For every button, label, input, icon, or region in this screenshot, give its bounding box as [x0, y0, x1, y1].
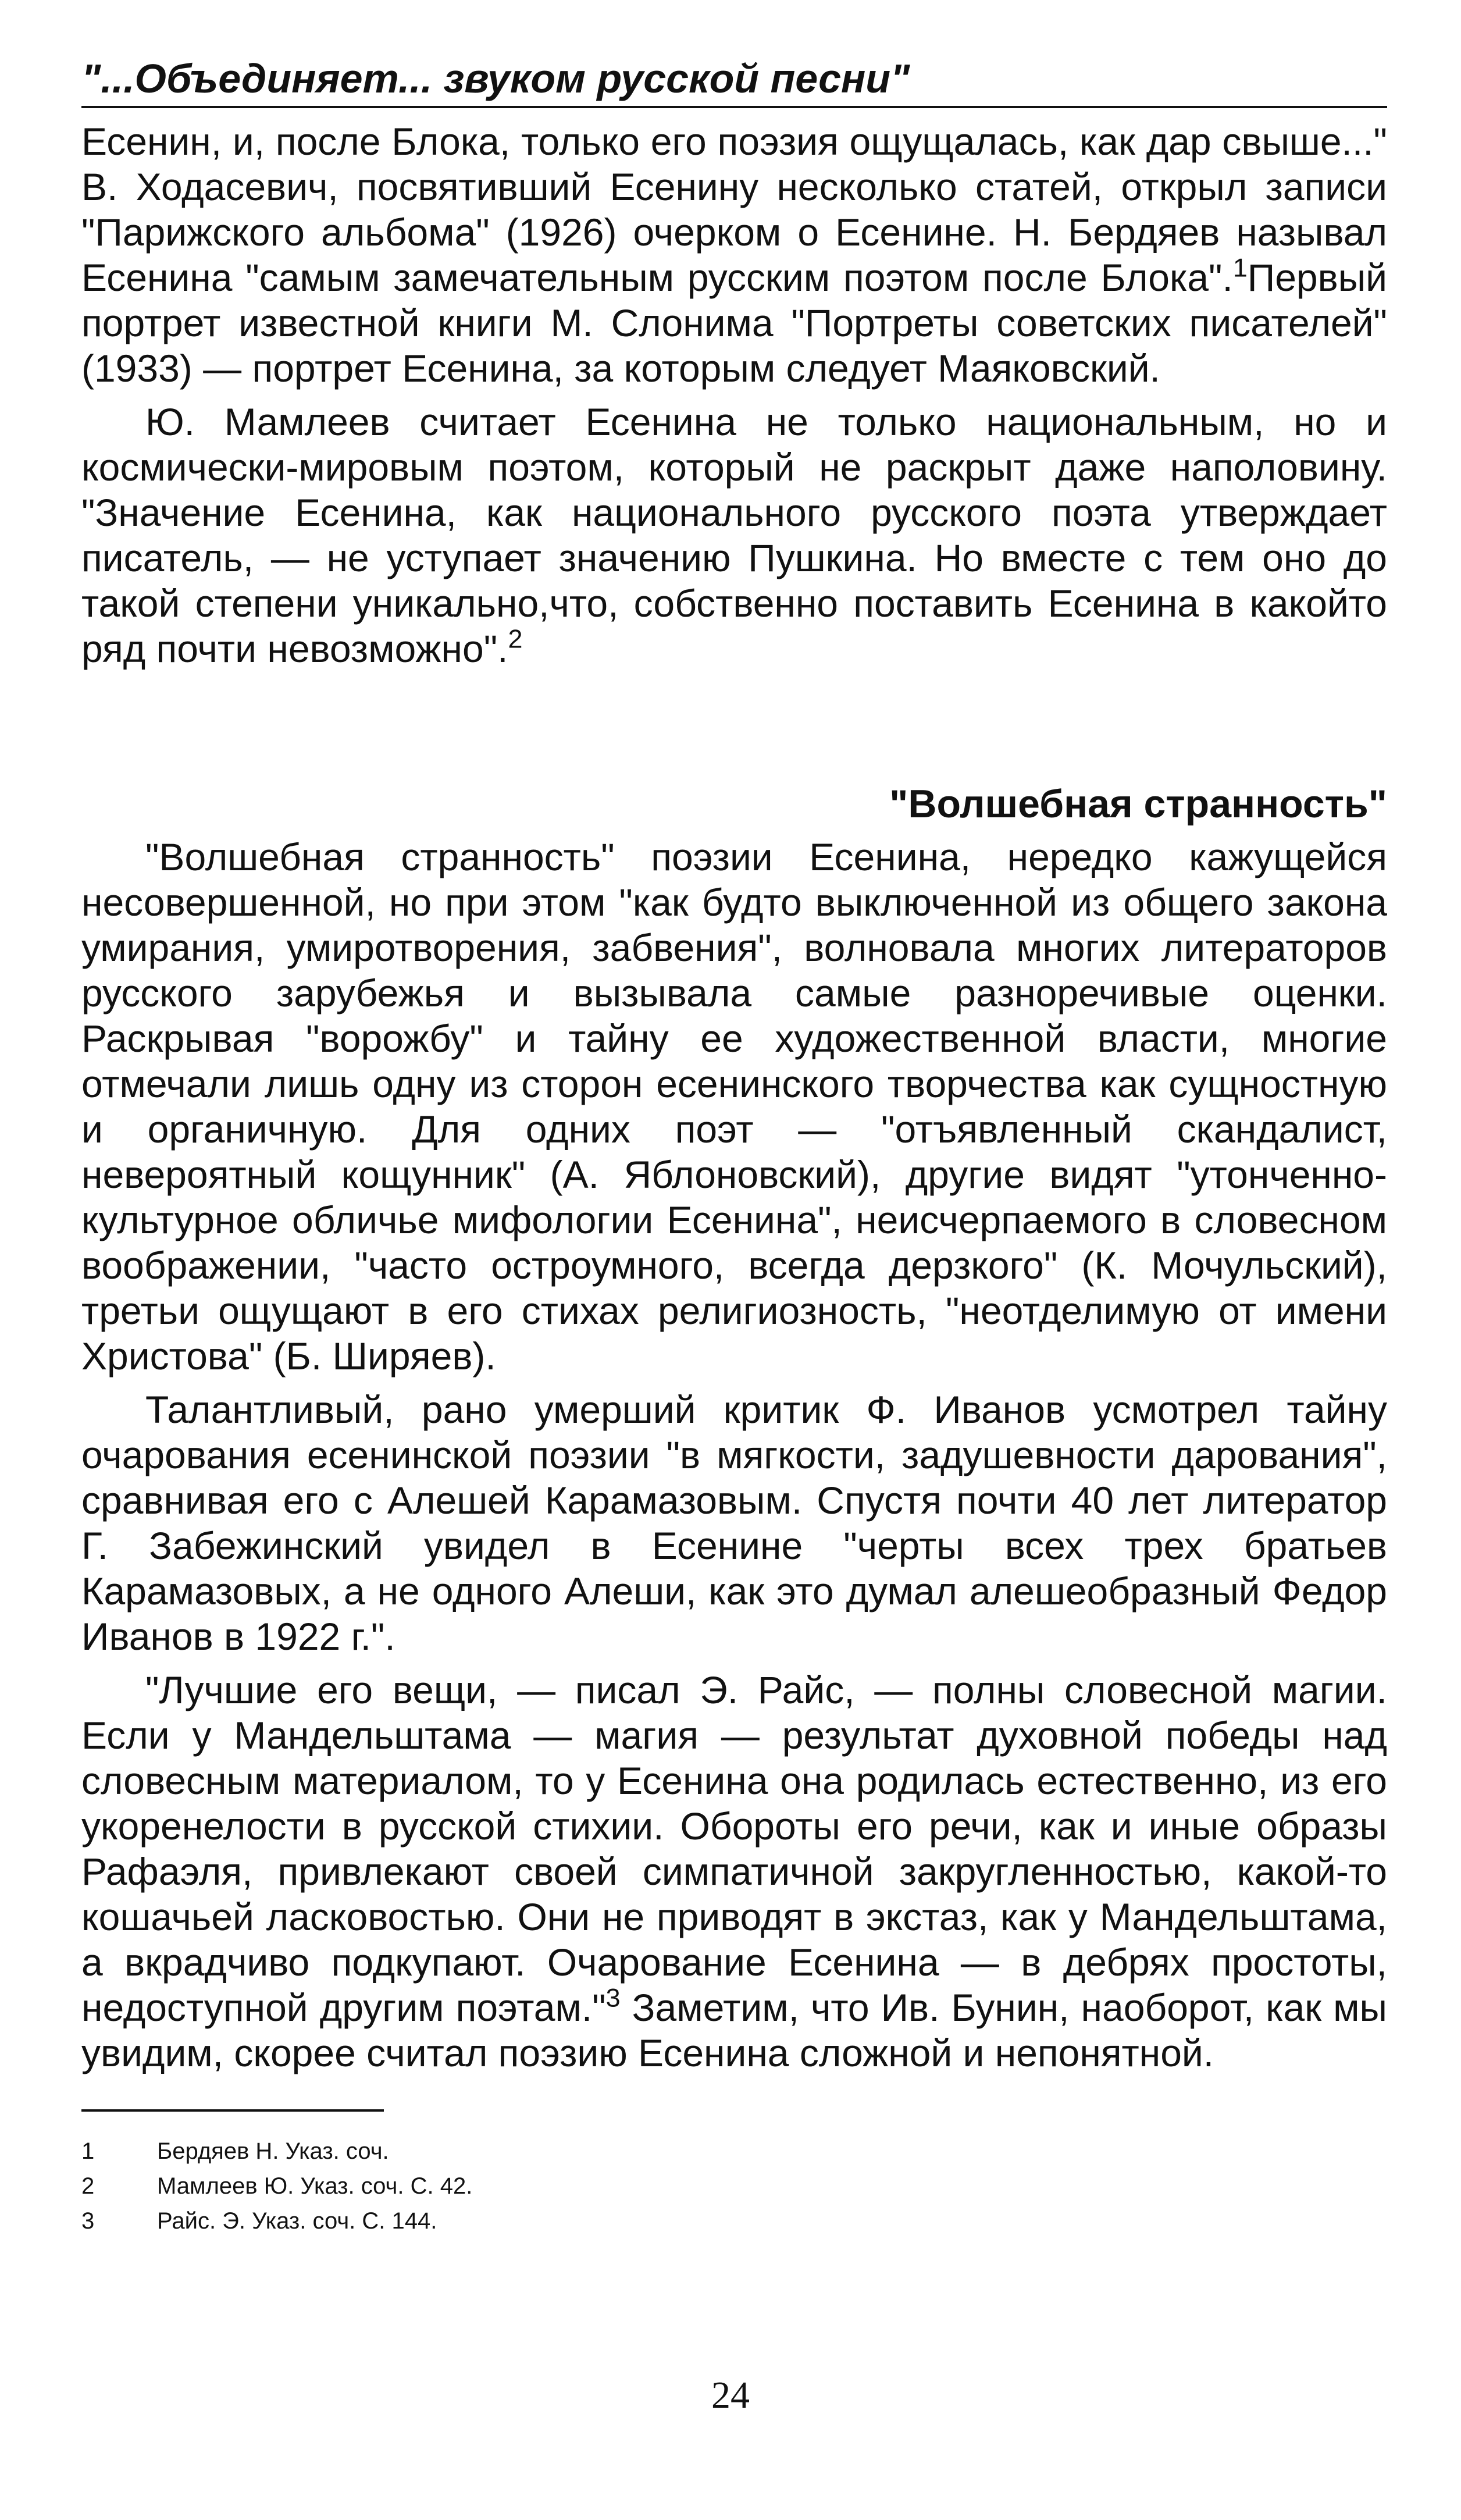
footnote-ref-2: 2 — [508, 623, 523, 653]
footnotes — [81, 2134, 1387, 2238]
paragraph-text: "Лучшие его вещи, — писал Э. Райс, — полны словесной магии. Если у Мандельштама — магия — результат духовной победы над словесным материалом, то у Есенина она родилась естественно, из его укоренелости в русской стихии. Обороты его речи, как и иные образы Рафаэля, привлекают своей симпатичной закругленностью, какой-то кошачьей ласковостью. Они не приводят в экстаз, как у Мандельштама, а вкрадчиво подкупают. Очарование Есенина — в дебрях простоты, недоступной другим поэтам." — [81, 1668, 1387, 2029]
running-header: "...Объединяет... звуком русской песни" — [81, 55, 1387, 108]
footnote-text: Мамлеев Ю. Указ. соч. С. 42. — [157, 2173, 473, 2199]
footnote-text: Райс. Э. Указ. соч. С. 144. — [157, 2208, 437, 2234]
footnote-ref-3: 3 — [605, 1982, 621, 2012]
section-title: "Волшебная странность" — [889, 781, 1387, 826]
page-number: 24 — [711, 2374, 750, 2416]
paragraph-text: Есенин, и, после Блока, только его поэзия ощущалась, как дар свыше..." В. Ходасевич, посвятивший Есенину несколько статей, открыл записи "Парижского альбома" (1926) очерком о Есенине. Н. Бердяев называл Есенина "самым замечательным русским поэтом после Блока". — [81, 119, 1387, 299]
footnote-3 — [81, 2204, 1387, 2238]
footnote-divider — [81, 2109, 384, 2112]
footnote-number: 1 — [81, 2138, 95, 2164]
paragraph-text: Заметим, что Ив. Бунин, наоборот, как мы увидим, скорее считал поэзию Есенина сложной и непонятной. — [81, 1985, 1387, 2074]
paragraph-section-3 — [81, 1667, 1387, 2076]
footnote-text: Бердяев Н. Указ. соч. — [157, 2138, 389, 2164]
paragraph-section-2: Талантливый, рано умерший критик Ф. Иванов усмотрел тайну очарования есенинской поэзии "в мягкости, задушевности дарования", сравнивая его с Алешей Карамазовым. Спустя почти 40 лет литератор Г. Забежинский увидел в Есенине "черты всех трех братьев Карамазовых, а не одного Алеши, как это думал алешеобразный Федор Иванов в 1922 г.". — [81, 1387, 1387, 1658]
footnote-number: 3 — [81, 2208, 95, 2234]
paragraph-intro-1 — [81, 119, 1387, 391]
paragraph-intro-2 — [81, 399, 1387, 671]
main-text — [81, 119, 1387, 2076]
paragraph-section-1: "Волшебная странность" поэзии Есенина, нередко кажущейся несовершенной, но при этом "как будто выключенной из общего закона умирания, умиротворения, забвения", волновала многих литераторов русского зарубежья и вызывала самые разноречивые оценки. Раскрывая "ворожбу" и тайну ее художественной власти, многие отмечали лишь одну из сторон есенинского творчества как сущностную и органичную. Для одних поэт — "отъявленный скандалист, невероятный кощунник" (А. Яблоновский), другие видят "утонченно-культурное обличье мифологии Есенина", неисчерпаемого в словесном воображении, "часто остроумного, всегда дерзкого" (К. Мочульский), третьи ощущают в его стихах религиозность, "неотделимую от имени Христова" (Б. Ширяев). — [81, 835, 1387, 1378]
paragraph-text: Первый портрет известной книги М. Слонима "Портреты советских писателей" (1933) — портрет Есенина, за которым следует Маяковский. — [81, 255, 1387, 390]
paragraph-text: Ю. Мамлеев считает Есенина не только национальным, но и космически-мировым поэтом, который не раскрыт даже наполовину. "Значение Есенина, как национального русского поэта утверждает писатель, — не уступает значению Пушкина. Но вместе с тем оно до такой степени уникально,что, собственно поставить Есенина в какойто ряд почти невозможно". — [81, 400, 1387, 670]
footnote-number: 2 — [81, 2173, 95, 2199]
page — [81, 55, 1387, 2238]
footnote-ref-1: 1 — [1232, 252, 1248, 282]
footnote-1 — [81, 2134, 1387, 2169]
footnote-2 — [81, 2169, 1387, 2204]
